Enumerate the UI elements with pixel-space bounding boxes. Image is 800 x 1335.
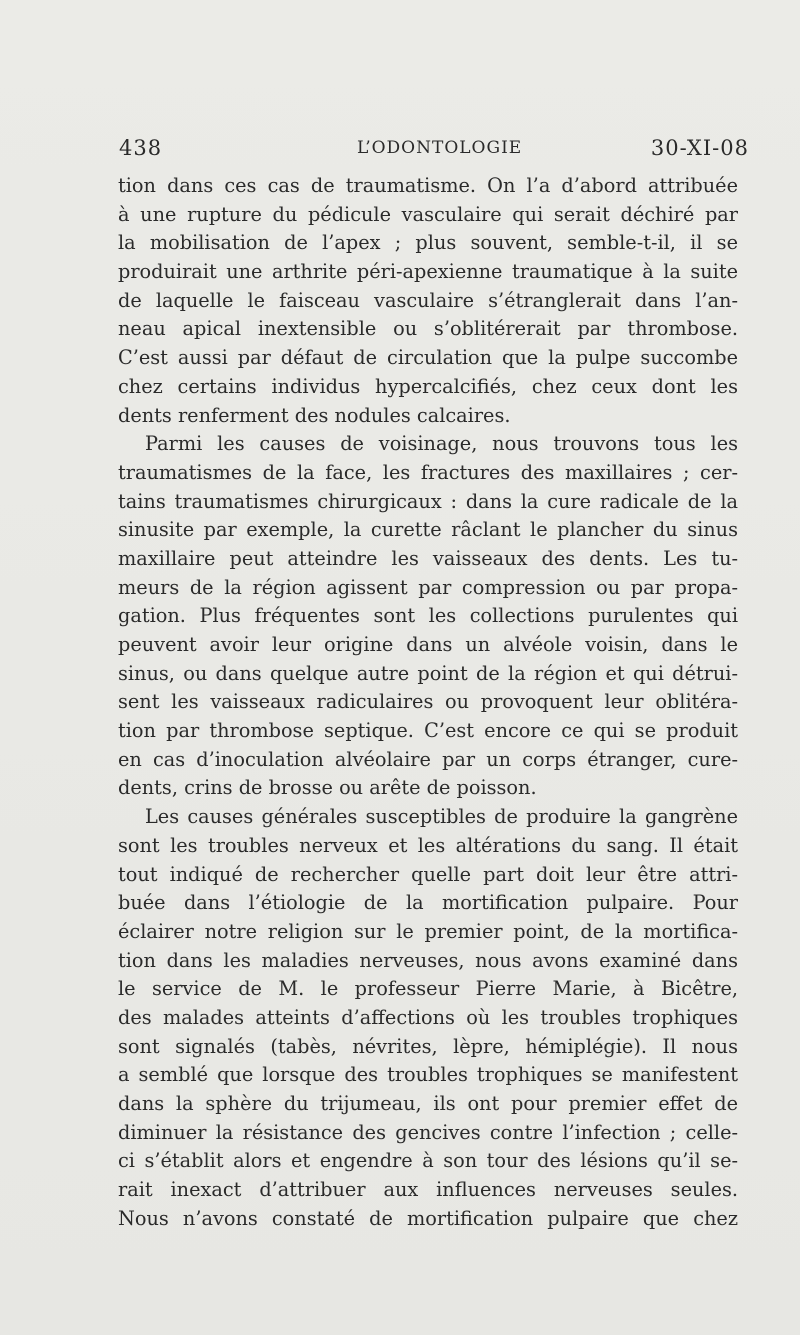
text-line: tout indiqué de rechercher quelle part doit leur être attri- xyxy=(118,862,738,886)
text-line: le service de M. le professeur Pierre Marie, à Bicêtre, xyxy=(118,977,738,1001)
paragraph-first-line: Parmi les causes de voisinage, nous trouvons tous les xyxy=(145,432,738,456)
text-line: meurs de la région agissent par compression ou par propa- xyxy=(118,575,738,599)
text-line: sont les troubles nerveux et les altérations du sang. Il était xyxy=(118,833,738,857)
text-line: sent les vaisseaux radiculaires ou provoquent leur oblitéra- xyxy=(118,690,738,714)
text-line: tion dans les maladies nerveuses, nous avons examiné dans xyxy=(118,948,738,972)
issue-date: 30-XI-08 xyxy=(650,136,749,160)
text-line: buée dans l’étiologie de la mortification pulpaire. Pour xyxy=(118,891,738,915)
text-line: C’est aussi par défaut de circulation que la pulpe succombe xyxy=(118,346,738,370)
text-line: diminuer la résistance des gencives contre l’infection ; celle- xyxy=(118,1120,738,1144)
body-text xyxy=(118,172,738,1233)
text-line: ci s’établit alors et engendre à son tour des lésions qu’il se- xyxy=(118,1149,738,1173)
text-line: tion dans ces cas de traumatisme. On l’a d’abord attribuée xyxy=(118,174,738,197)
text-line: tion par thrombose septique. C’est encore ce qui se produit xyxy=(118,719,738,743)
text-line: des malades atteints d’affections où les troubles trophiques xyxy=(118,1005,738,1029)
page-header xyxy=(119,136,749,164)
text-line: sont signalés (tabès, névrites, lèpre, hémiplégie). Il nous xyxy=(118,1034,738,1058)
text-line: tains traumatismes chirurgicaux : dans la cure radicale de la xyxy=(118,489,738,513)
text-line: sinusite par exemple, la curette râclant le plancher du sinus xyxy=(118,518,738,542)
text-line: peuvent avoir leur origine dans un alvéole voisin, dans le xyxy=(118,633,738,656)
text-line: dents renferment des nodules calcaires. xyxy=(118,403,511,427)
text-line: traumatismes de la face, les fractures des maxillaires ; cer- xyxy=(118,460,738,484)
running-title: L’ODONTOLOGIE xyxy=(357,138,523,158)
text-line: Nous n’avons constaté de mortification pulpaire que chez xyxy=(118,1206,738,1230)
text-line: sinus, ou dans quelque autre point de la région et qui détrui- xyxy=(118,661,738,685)
page-number: 438 xyxy=(119,136,163,160)
text-line: de laquelle le faisceau vasculaire s’étranglerait dans l’an- xyxy=(118,288,738,312)
paragraph-first-line: Les causes générales susceptibles de produire la gangrène xyxy=(145,805,738,829)
text-line: dents, crins de brosse ou arête de poisson. xyxy=(118,776,537,800)
text-line: gation. Plus fréquentes sont les collections purulentes qui xyxy=(118,604,738,628)
text-line: chez certains individus hypercalcifiés, chez ceux dont les xyxy=(118,374,738,398)
text-line: dans la sphère du trijumeau, ils ont pour premier effet de xyxy=(118,1092,738,1115)
text-line: à une rupture du pédicule vasculaire qui serait déchiré par xyxy=(118,202,738,226)
text-line: a semblé que lorsque des troubles trophiques se manifestent xyxy=(118,1063,738,1087)
text-line: maxillaire peut atteindre les vaisseaux des dents. Les tu- xyxy=(118,546,738,570)
text-line: rait inexact d’attribuer aux influences nerveuses seules. xyxy=(118,1178,738,1202)
text-line: éclairer notre religion sur le premier point, de la mortifica- xyxy=(118,919,738,943)
text-line: neau apical inextensible ou s’oblitérerait par thrombose. xyxy=(118,317,738,341)
text-line: en cas d’inoculation alvéolaire par un corps étranger, cure- xyxy=(118,747,738,771)
text-line: la mobilisation de l’apex ; plus souvent, semble-t-il, il se xyxy=(118,231,738,255)
text-line: produirait une arthrite péri-apexienne traumatique à la suite xyxy=(118,260,738,284)
